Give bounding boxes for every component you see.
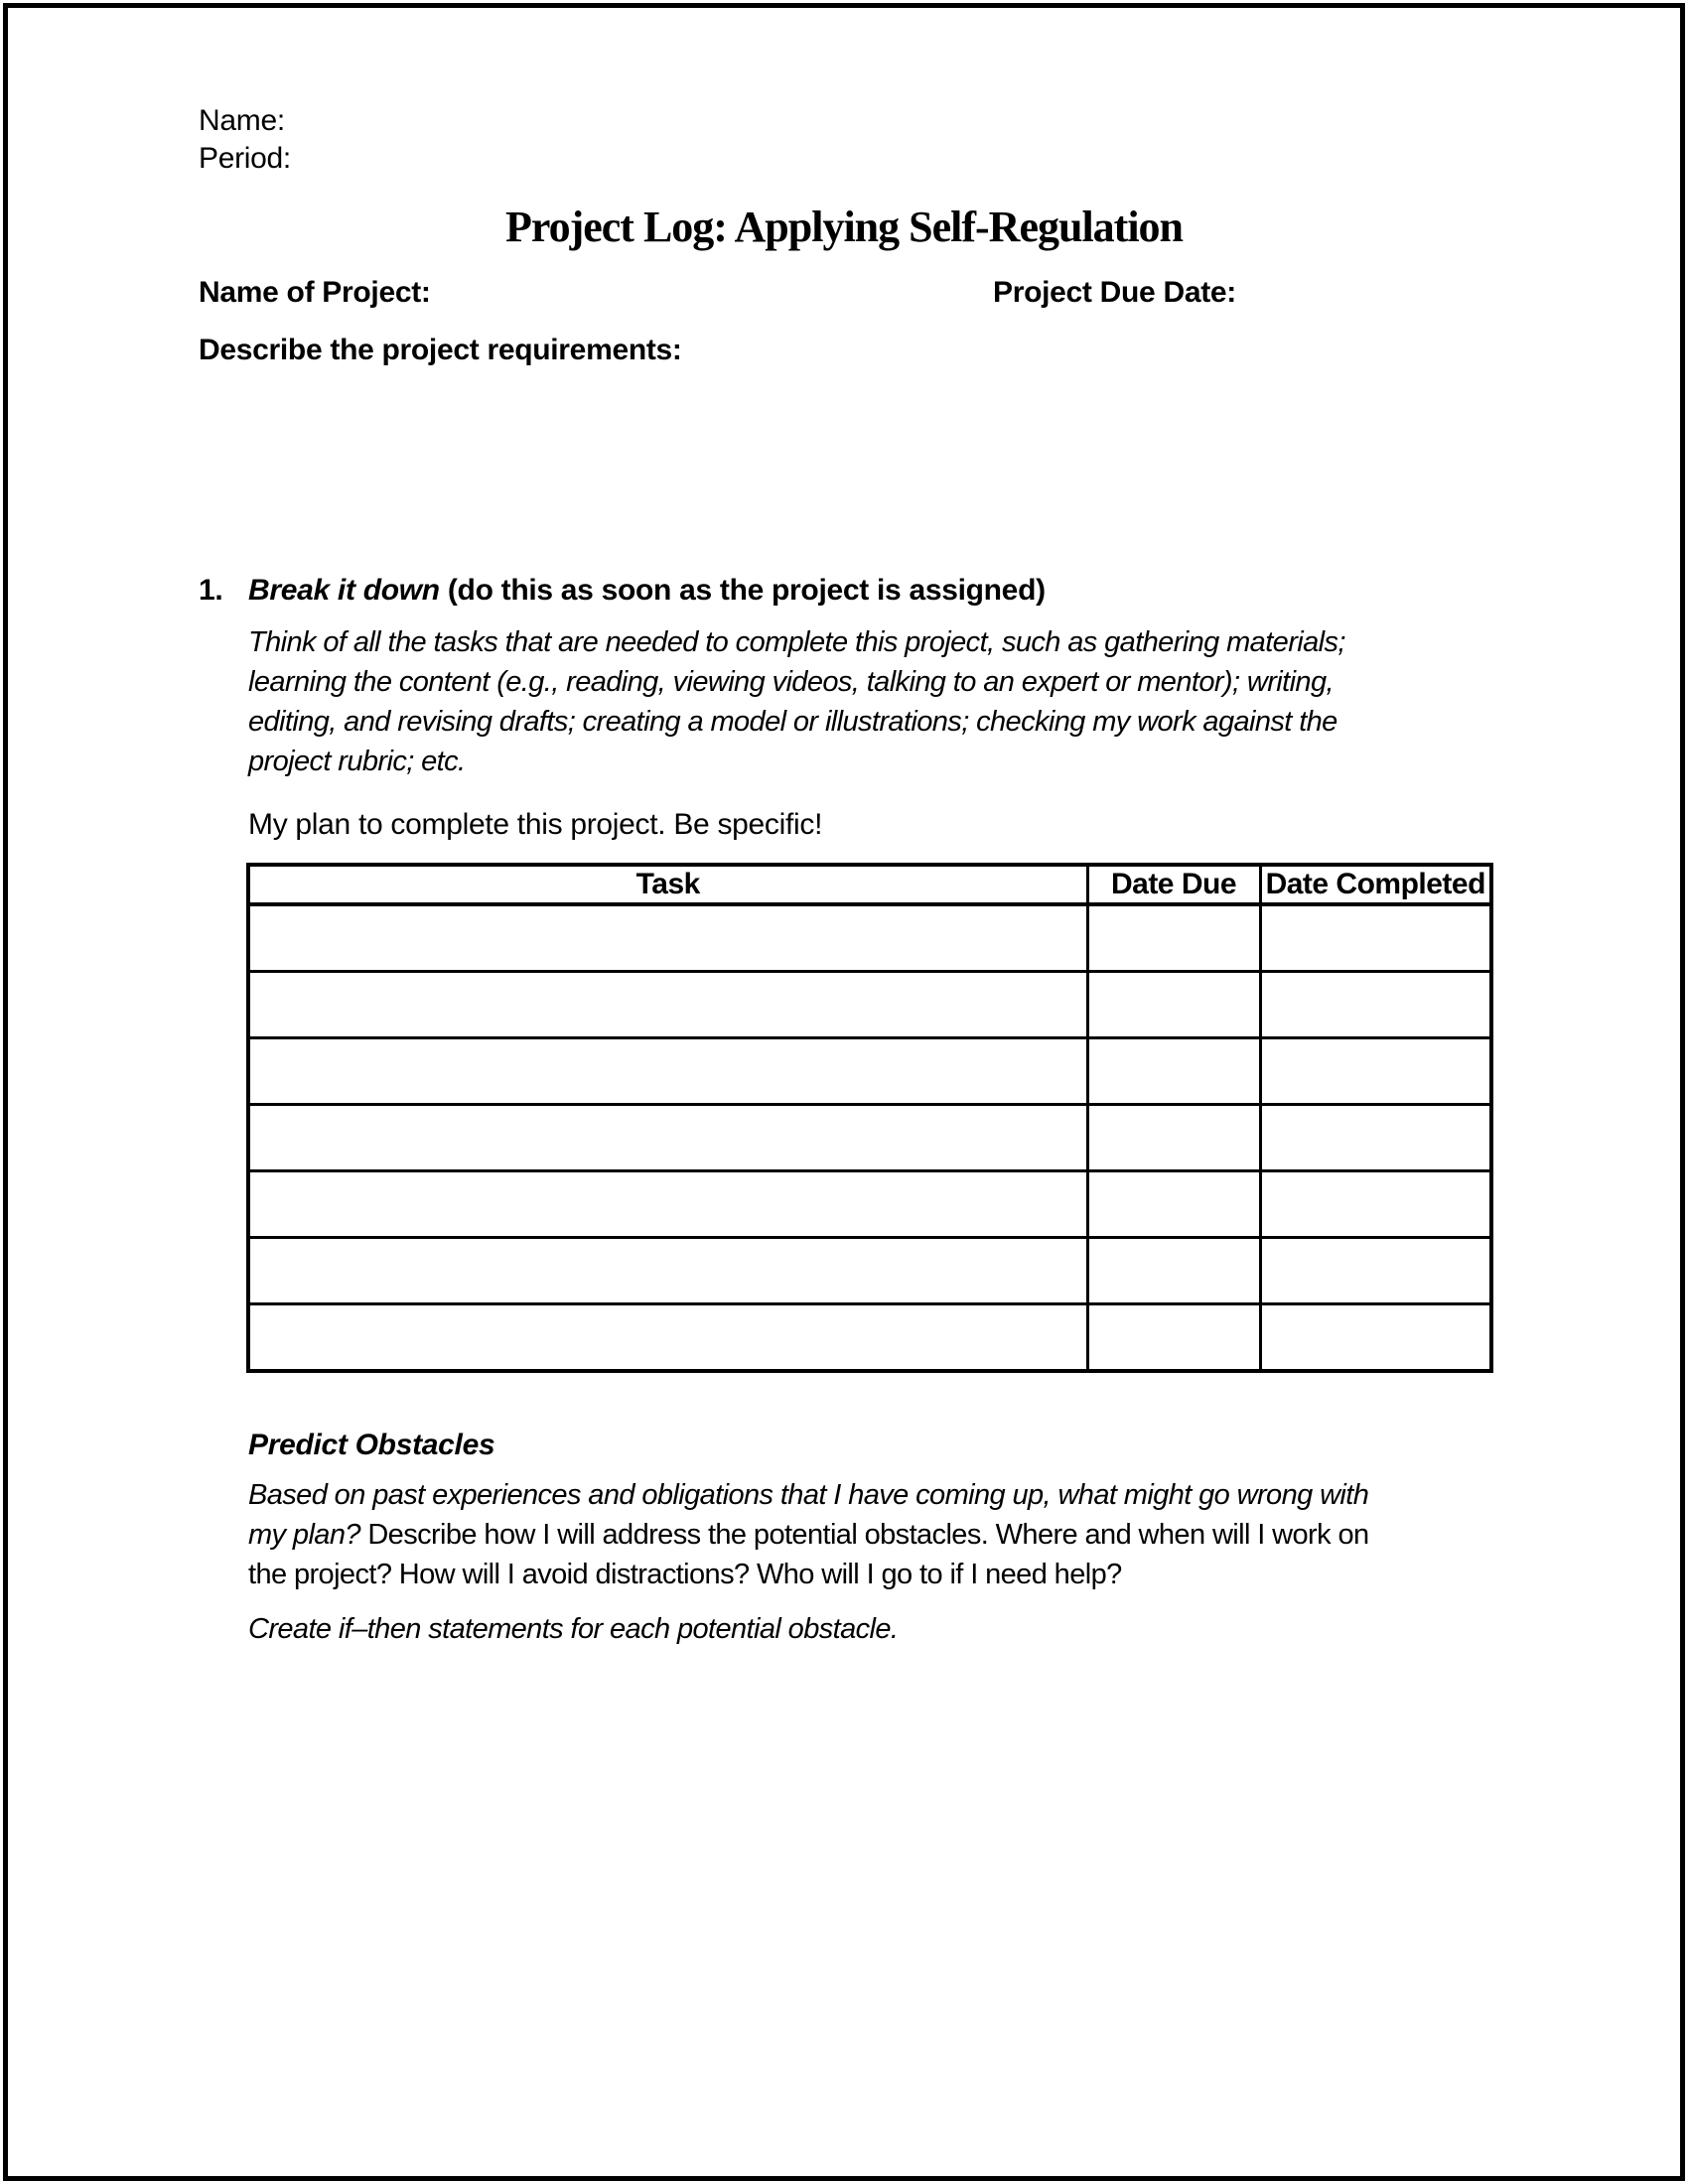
plan-table-row bbox=[248, 972, 1491, 1038]
name-label: Name: bbox=[199, 104, 285, 137]
obstacles-line: Based on past experiences and obligations that I have coming up, what might go wrong with bbox=[248, 1479, 1369, 1511]
predict-obstacles-heading: Predict Obstacles bbox=[248, 1429, 495, 1461]
intro-line: project rubric; etc. bbox=[248, 746, 466, 777]
plan-table-row bbox=[248, 1238, 1491, 1304]
plan-table-cell bbox=[1087, 1171, 1260, 1238]
plan-table-cell bbox=[1260, 1304, 1491, 1372]
obstacles-line: the project? How will I avoid distractions? Who will I go to if I need help? bbox=[248, 1559, 1122, 1590]
plan-table-cell bbox=[1087, 972, 1260, 1038]
obstacles-line: my plan? Describe how I will address the potential obstacles. Where and when will I work on bbox=[248, 1519, 1369, 1551]
plan-table-cell bbox=[1087, 1038, 1260, 1105]
period-label: Period: bbox=[199, 142, 291, 175]
column-header-date-due: Date Due bbox=[1087, 865, 1260, 904]
plan-table-cell bbox=[248, 1171, 1087, 1238]
plan-table-cell bbox=[1260, 1238, 1491, 1304]
plan-table-cell bbox=[1087, 1238, 1260, 1304]
column-header-task: Task bbox=[248, 865, 1087, 904]
plan-table bbox=[246, 863, 1493, 1373]
page-title: Project Log: Applying Self-Regulation bbox=[504, 203, 1184, 251]
plan-table-cell bbox=[1260, 904, 1491, 972]
column-header-date-completed: Date Completed bbox=[1260, 865, 1491, 904]
plan-table-cell bbox=[248, 972, 1087, 1038]
plan-table-cell bbox=[1260, 1038, 1491, 1105]
section1-heading bbox=[199, 572, 1046, 610]
intro-line: editing, and revising drafts; creating a model or illustrations; checking my work against the bbox=[248, 706, 1337, 738]
intro-line: Think of all the tasks that are needed to complete this project, such as gathering materials; bbox=[248, 626, 1345, 658]
plan-table-cell bbox=[1260, 972, 1491, 1038]
project-name-label: Name of Project: bbox=[199, 276, 431, 309]
section1-heading-rest: (do this as soon as the project is assigned) bbox=[439, 574, 1046, 607]
plan-table-cell bbox=[1260, 1105, 1491, 1171]
create-if-then-line: Create if–then statements for each potential obstacle. bbox=[248, 1613, 899, 1645]
plan-table-row bbox=[248, 1171, 1491, 1238]
plan-table-cell bbox=[248, 1038, 1087, 1105]
project-due-date-label: Project Due Date: bbox=[993, 276, 1236, 309]
plan-table-cell bbox=[248, 904, 1087, 972]
student-info-block bbox=[199, 102, 291, 178]
plan-table-cell bbox=[248, 1238, 1087, 1304]
describe-requirements-label: Describe the project requirements: bbox=[199, 334, 682, 366]
plan-table-body bbox=[248, 904, 1491, 1371]
section1-intro-paragraph bbox=[248, 622, 1345, 781]
plan-table-row bbox=[248, 1304, 1491, 1372]
plan-table-header-row bbox=[248, 865, 1491, 904]
intro-line: learning the content (e.g., reading, viewing videos, talking to an expert or mentor); writing, bbox=[248, 666, 1334, 698]
plan-table-cell bbox=[248, 1304, 1087, 1372]
plan-table-cell bbox=[1087, 1105, 1260, 1171]
plan-table-row bbox=[248, 1105, 1491, 1171]
plan-table-row bbox=[248, 904, 1491, 972]
predict-obstacles-paragraph bbox=[248, 1475, 1369, 1594]
section1-heading-emphasis: Break it down bbox=[248, 574, 440, 607]
plan-table-cell bbox=[1087, 1304, 1260, 1372]
section1-number: 1. bbox=[199, 574, 223, 607]
requirements-answer-area bbox=[187, 377, 1489, 566]
plan-prompt: My plan to complete this project. Be specific! bbox=[248, 808, 823, 841]
plan-table-cell bbox=[1260, 1171, 1491, 1238]
plan-table-row bbox=[248, 1038, 1491, 1105]
plan-table-cell bbox=[1087, 904, 1260, 972]
plan-table-cell bbox=[248, 1105, 1087, 1171]
